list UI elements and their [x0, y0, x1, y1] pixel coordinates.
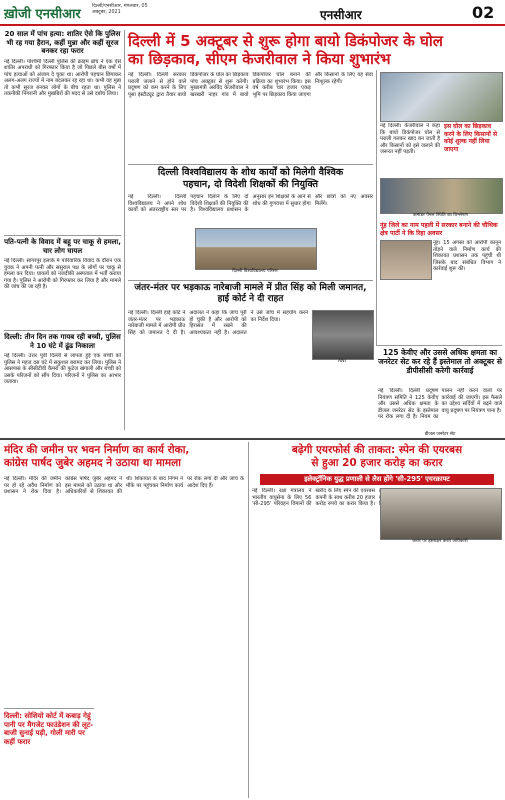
left-top-body: नई दिल्ली। पश्चिमी दिल्ली पुलिस की क्राइम ब्रांच ने एक ऐसे शातिर अपराधी को गिरफ्तार किया है जो पिछले बीस वर्षों में पांच हत्याओं को अंजाम दे चुका था। आरोपी पहचान छिपाकर अलग-अलग राज्यों में नाम बदलकर रह रहा था। कभी वह मुन्ना तो कभी सूरज बनकर लोगों के बीच रहता था। पुलिस ने तकनीकी निगरानी और मुखबिरों की मदद से उसे दबोच लिया।	[4, 58, 121, 98]
main-headline-line-1: दिल्ली में 5 अक्टूबर से शुरू होगा बायो डिकंपोजर के घोल	[128, 32, 443, 50]
right-col-body: नई दिल्ली। केजरीवाल ने कहा कि बायो डिकंपोजर घोल से पराली गलकर खाद बन जाती है और किसानों को इसे जलाने की जरूरत नहीं पड़ती।	[380, 123, 440, 156]
airforce-body: नई दिल्ली। रक्षा मंत्रालय ने भारतीय वायुसेना के लिए 56 'सी-295' परिवहन विमानों की खरीद के लिए स्पेन की एयरबस कंपनी के साथ करीब 20 हजार करोड़ रुपये का करार किया है।	[252, 488, 375, 508]
right-photo-top	[380, 72, 503, 122]
jantar-headline: जंतर-मंतर पर भड़काऊ नारेबाजी मामले में प्रीत सिंह को मिली जमानत, हाई कोर्ट ने दी राहत	[134, 283, 367, 304]
main-story-body: नई दिल्ली। दिल्ली सरकार पराली जलाने से होने वाले प्रदूषण को कम करने के लिए पूसा इंस्टीट्यूट द्वारा तैयार बायो डिकंपोजर के घोल का छिड़काव पांच अक्टूबर से शुरू करेगी। मुख्यमंत्री अरविंद केजरीवाल ने खरखरी नाहर गांव में बायो डिकंपोजर घोल बनाने की प्रक्रिया का शुभारंभ किया। इस वर्ष करीब चार हजार एकड़ भूमि पर छिड़काव किया जाएगा और किसानों के लिए यह सेवा निःशुल्क रहेगी।	[128, 72, 373, 98]
airforce-photo	[380, 488, 502, 540]
masthead	[0, 0, 505, 26]
left-mid-story	[4, 238, 121, 318]
left-mid-headline: पति-पत्नी के विवाद में बहू पर चाकू से हमला, चार लोग घायल	[4, 238, 121, 255]
temple-body: नई दिल्ली। मंदिर की जमीन पर हो रहे अवैध निर्माण को प्रशासन ने रोक दिया है। कांग्रेस पार्षद जुबेर अहमद ने इस मामले को उठाया था और अधिकारियों से शिकायत की थी। शिकायत के बाद निगम ने मौके पर पहुंचकर निर्माण कार्य पर रोक लगा दी और जांच के आदेश दिए हैं।	[4, 476, 244, 496]
temple-headline	[4, 444, 244, 470]
temple-headline-line-2: कांग्रेस पार्षद जुबेर अहमद ने उठाया था मामला	[4, 457, 182, 469]
left-top-story	[4, 30, 121, 224]
du-photo	[195, 228, 317, 270]
generator-headline: 125 केवीए और उससे अधिक क्षमता का जनरेटर सेट कर रहे हैं इस्तेमाल तो अक्टूबर से डीपीसीसी करेगी कार्रवाई	[378, 348, 502, 375]
temple-sub-headline: दिल्ली: सोशियो कोर्ट में कबाड़ गेहूं पानी पर मैगजेट फाउंडेशन की लूट-बाजी सुनाई पड़ी, गोली मारी पर कहीं फरार	[4, 712, 94, 746]
date-line: दिल्ली/एनसीआर, मंगलवार, 05 अक्टूबर, 2021	[92, 4, 148, 15]
main-headline-line-2: का छिड़काव, सीएम केजरीवाल ने किया शुभारंभ	[128, 50, 391, 68]
du-headline-line-2: पहचान, दो विदेशी शिक्षकों की नियुक्ति	[182, 178, 319, 190]
page-number: 02	[472, 3, 495, 22]
left-lower-story	[4, 333, 121, 425]
temple-headline-line-1: मंदिर की जमीन पर भवन निर्माण का कार्य रोका,	[4, 444, 190, 456]
du-headline	[128, 167, 373, 190]
du-headline-line-1: दिल्ली विश्वविद्यालय के शोध कार्यों को मिलेगी वैश्विक	[157, 167, 344, 178]
airforce-headline	[252, 444, 502, 470]
left-lower-headline: दिल्ली: तीन दिन तक गायब रही बच्ची, पुलिस ने 10 घंटे में ढूंढ निकाला	[4, 333, 121, 350]
du-photo-caption: दिल्ली विश्वविद्यालय परिसर	[232, 269, 278, 274]
right-col-highlight: इस घोल का छिड़काव करने के लिए किसानों से कोई शुल्क नहीं लिया जाएगा	[444, 123, 498, 153]
jantar-photo	[312, 310, 374, 360]
right-case-headline: नूंह जिले का नाम पहली में सरकार बनाने की चौथिक क्षेत्र पार्टी ने कि रिहा अवसर	[380, 222, 498, 237]
airforce-headline-line-2: से हुआ 20 हजार करोड़ का करार	[311, 457, 443, 469]
airforce-headline-line-1: बढ़ेगी एयरफोर्स की ताकत: स्पेन की एयरबस	[291, 444, 463, 456]
section-label: एनसीआर	[320, 8, 362, 22]
generator-body: नई दिल्ली। दिल्ली प्रदूषण नियंत्रण समिति ने 125 केवीए और उससे अधिक क्षमता के डीजल जनरेटर सेट के इस्तेमाल पर रोक लगा दी है। नियम का पालन नहीं करने वालों पर कार्रवाई की जाएगी। इस फैसले का उद्देश्य सर्दियों में बढ़ने वाले वायु प्रदूषण पर नियंत्रण पाना है।	[378, 388, 502, 421]
airforce-sub-headline: इलेक्ट्रॉनिक युद्ध प्रणाली से लैस होंगे 'सी-295' एयरक्राफ्ट	[260, 474, 494, 485]
main-headline	[128, 32, 502, 68]
jantar-photo-caption: ANI	[338, 359, 346, 364]
right-case-body: नूंह। 15 अगस्त को आरोपी कानून तोड़ने वाले निर्माण कार्य की शिकायत प्रशासन तक पहुंची थी जिसके बाद संबंधित विभाग ने कार्रवाई शुरू की।	[433, 240, 501, 273]
generator-photo-caption: डीजल जनरेटर सेट	[424, 432, 456, 437]
right-photo-2-caption: कमांडर पैनल स्थिति का विश्लेषण	[413, 213, 468, 218]
right-photo-2	[380, 178, 503, 214]
left-lower-body: नई दिल्ली। उत्तर पूर्वी दिल्ली से लापता हुई एक बच्ची को पुलिस ने महज दस घंटे में सकुशल बरामद कर लिया। पुलिस ने आसपास के सीसीटीवी कैमरों की फुटेज खंगाली और बच्ची को उसके परिजनों को सौंप दिया। परिजनों ने पुलिस का आभार जताया।	[4, 353, 121, 386]
left-top-headline: 20 साल में पांच हत्या: शातिर ऐसे कि पुलिस भी रह गया हैरान, कहीं मुन्ना और कहीं सूरज बनकर रहा फरार	[4, 30, 121, 55]
jantar-body: नई दिल्ली। दिल्ली हाई कोर्ट ने जंतर-मंतर पर भड़काऊ नारेबाजी मामले में आरोपी प्रीत सिंह को जमानत दे दी है। अदालत ने कहा कि जांच पूरी हो चुकी है और आरोपी को हिरासत में रखने की आवश्यकता नहीं है। अदालत ने उसे जांच में सहयोग करने का निर्देश दिया।	[128, 310, 308, 336]
airforce-photo-caption: करार पर हस्ताक्षर करते अधिकारी	[412, 539, 468, 544]
right-case-photo	[380, 240, 432, 280]
left-mid-body: नई दिल्ली। सागरपुर इलाके में पारिवारिक विवाद के दौरान एक युवक ने अपनी पत्नी और ससुराल पक्ष के लोगों पर चाकू से हमला कर दिया। घायलों को नजदीकी अस्पताल में भर्ती कराया गया है। पुलिस ने आरोपी को गिरफ्तार कर लिया है और मामले की जांच की जा रही है।	[4, 258, 121, 291]
paper-name: ख़ोजी एनसीआर	[4, 7, 81, 22]
du-body: नई दिल्ली। दिल्ली विश्वविद्यालय ने अपने शोध कार्यों को अंतरराष्ट्रीय स्तर पर पहचान दिलाने के लिए दो विदेशी शिक्षकों की नियुक्ति की है। विश्वविद्यालय प्रशासन के अनुसार इन शिक्षकों के आने से शोध की गुणवत्ता में सुधार होगा और छात्रों को नए अवसर मिलेंगे।	[128, 194, 373, 214]
